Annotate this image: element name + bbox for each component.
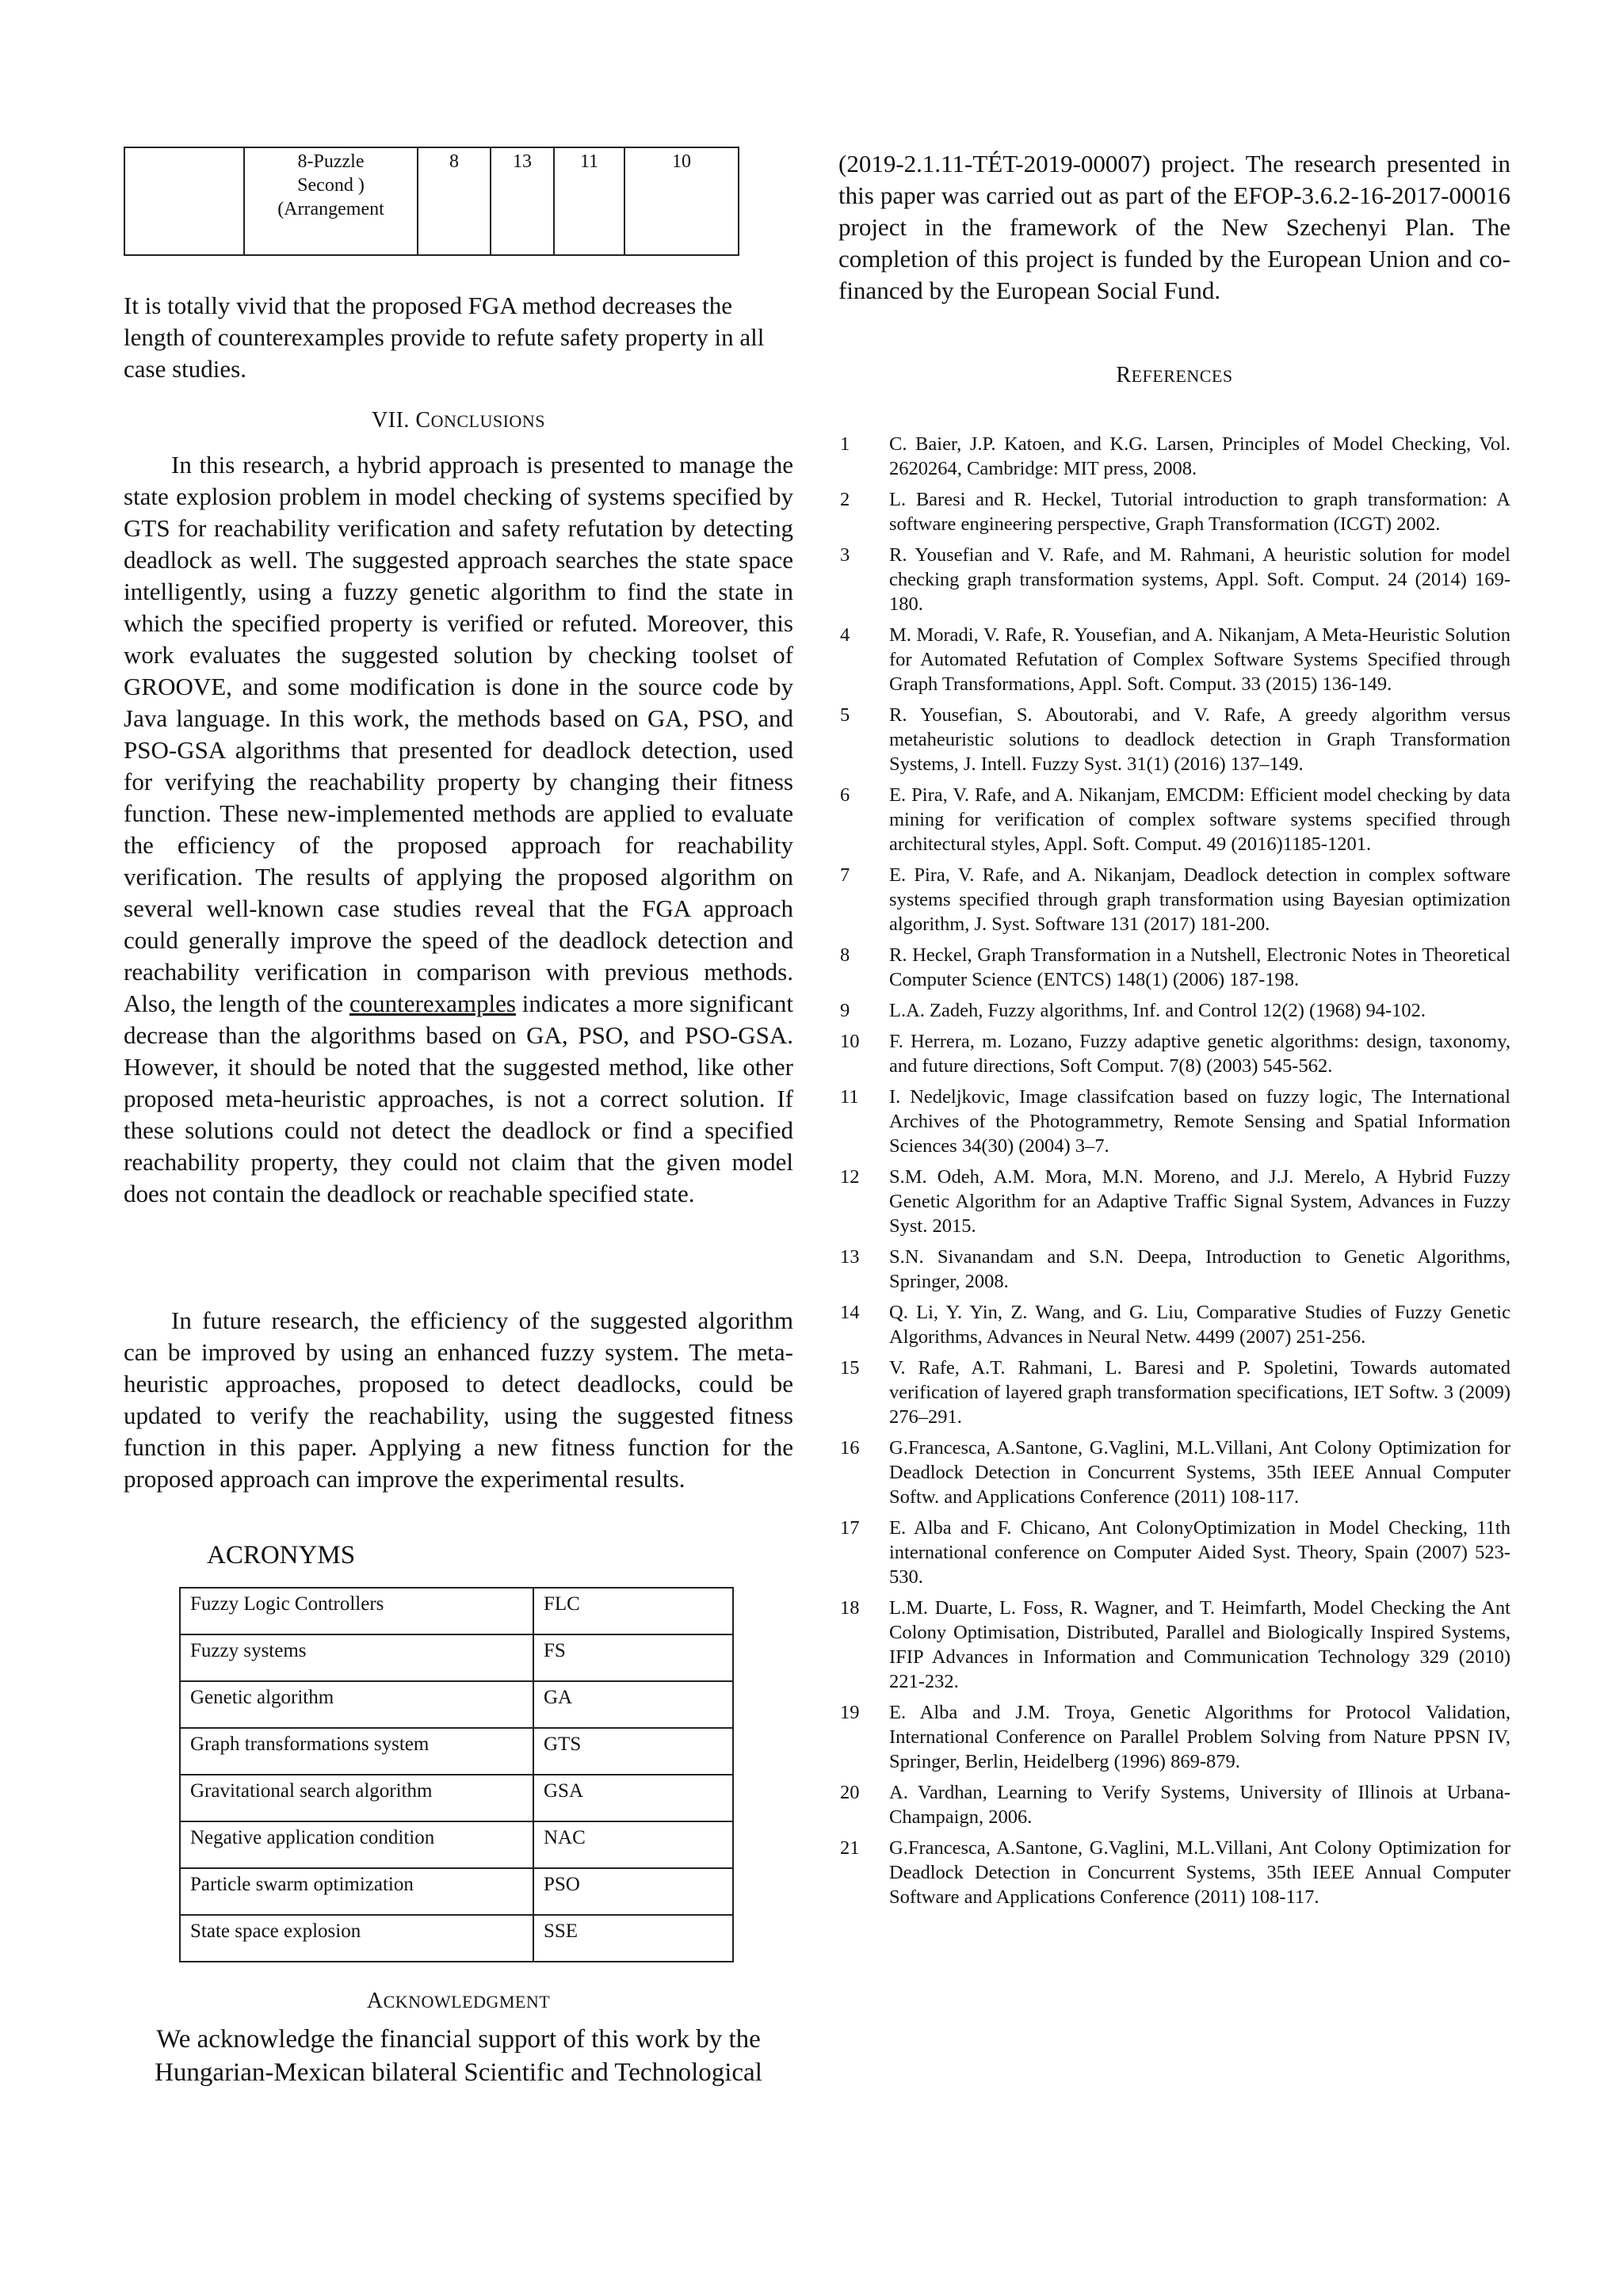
- table-cell: 11: [554, 147, 624, 255]
- reference-item: 21 G.Francesca, A.Santone, G.Vaglini, M.L.Villani, Ant Colony Optimization for Deadlock Detection in Concurrent Systems, 35th IEEE Annual Computer Software and Applications Conference (2011) 108-117.: [840, 1837, 1510, 1908]
- conclusions-paragraph-1: In this research, a hybrid approach is presented to manage the state explosion problem in model checking of systems specified by GTS for reachability verification and safety refutation by detecting deadlock as well. The suggested approach searches the state space intelligently, using a fuzzy genetic algorithm to find the state in which the specified property is verified or refuted. Moreover, this work evaluates the suggested solution by checking toolset of GROOVE, and some modification is done in the source code by Java language. In this work, the methods based on GA, PSO, and PSO-GSA algorithms that presented for deadlock detection, used for verifying the reachability property by changing their fitness function. These new-implemented methods are applied to evaluate the efficiency of the proposed approach for reachability verification. The results of applying the proposed algorithm on several well-known case studies reveal that the FGA approach could generally improve the speed of the deadlock detection and reachability verification in comparison with previous methods. Also, the length of the counterexamples indicates a more significant decrease than the algorithms based on GA, PSO, and PSO-GSA. However, it should be noted that the suggested method, like other proposed meta-heuristic approaches, is not a correct solution. If these solutions could not detect the deadlock or find a specified reachability property, they could not claim that the given model does not contain the deadlock or reachable specified state.: [124, 451, 793, 1207]
- acknowledgment-heading: ACKNOWLEDGMENT: [366, 1989, 551, 2013]
- table-cell: 8-Puzzle Second ) (Arrangement: [244, 147, 418, 255]
- reference-item: 4 M. Moradi, V. Rafe, R. Yousefian, and A. Nikanjam, A Meta-Heuristic Solution for Automated Refutation of Complex Software Systems Specified through Graph Transformations, Appl. Soft. Comput. 33 (2015) 136-149.: [840, 624, 1510, 695]
- acronym-term: Particle swarm optimization: [180, 1868, 533, 1915]
- acronym-term: Gravitational search algorithm: [180, 1775, 533, 1821]
- table-row: [180, 1821, 733, 1868]
- table-row: [180, 1634, 733, 1681]
- table-row: [180, 1588, 733, 1634]
- acronym-abbr: GTS: [533, 1728, 733, 1775]
- acronym-term: Graph transformations system: [180, 1728, 533, 1775]
- reference-item: 10 F. Herrera, m. Lozano, Fuzzy adaptive genetic algorithms: design, taxonomy, and future directions, Soft Comput. 7(8) (2003) 545-562.: [840, 1031, 1510, 1077]
- acronym-term: Negative application condition: [180, 1821, 533, 1868]
- conclusions-paragraph-2: In future research, the efficiency of the suggested algorithm can be improved by using an enhanced fuzzy system. The meta-heuristic approaches, proposed to detect deadlocks, could be updated to verify the reachability, using the suggested fitness function in this paper. Applying a new fitness function for the proposed approach can improve the experimental results.: [124, 1306, 793, 1493]
- acronym-term: Fuzzy systems: [180, 1634, 533, 1681]
- reference-item: 16 G.Francesca, A.Santone, G.Vaglini, M.L.Villani, Ant Colony Optimization for Deadlock Detection in Concurrent Systems, 35th IEEE Annual Computer Softw. and Applications Conference (2011) 108-117.: [840, 1437, 1510, 1508]
- acronym-abbr: SSE: [533, 1915, 733, 1962]
- acronym-abbr: NAC: [533, 1821, 733, 1868]
- acronym-term: State space explosion: [180, 1915, 533, 1962]
- table-row: [180, 1868, 733, 1915]
- table-row: [180, 1728, 733, 1775]
- reference-item: 9 L.A. Zadeh, Fuzzy algorithms, Inf. and Control 12(2) (1968) 94-102.: [840, 1000, 1426, 1021]
- counterexamples-link: counterexamples: [349, 990, 516, 1017]
- results-table-fragment: [124, 147, 739, 256]
- references-heading: REFERENCES: [1116, 363, 1233, 387]
- table-cell: 13: [491, 147, 554, 255]
- acknowledgment-text: We acknowledge the financial support of this work by the Hungarian-Mexican bilateral Scientific and Technological: [155, 2025, 762, 2087]
- reference-item: 14 Q. Li, Y. Yin, Z. Wang, and G. Liu, Comparative Studies of Fuzzy Genetic Algorithms, Advances in Neural Netw. 4499 (2007) 251-256.: [840, 1302, 1510, 1348]
- reference-item: 6 E. Pira, V. Rafe, and A. Nikanjam, EMCDM: Efficient model checking by data mining for verification of complex software systems specified through architectural styles, Appl. Soft. Comput. 49 (2016)1185-1201.: [840, 784, 1510, 855]
- acronyms-title: ACRONYMS: [207, 1541, 356, 1569]
- conclusions-heading: VII. CONCLUSIONS: [372, 408, 545, 433]
- reference-item: 8 R. Heckel, Graph Transformation in a Nutshell, Electronic Notes in Theoretical Computer Science (ENTCS) 148(1) (2006) 187-198.: [840, 944, 1510, 990]
- reference-item: 19 E. Alba and J.M. Troya, Genetic Algorithms for Protocol Validation, International Conference on Parallel Problem Solving from Nature PPSN IV, Springer, Berlin, Heidelberg (1996) 869-879.: [840, 1702, 1510, 1772]
- acronym-term: Fuzzy Logic Controllers: [180, 1588, 533, 1634]
- acronyms-table: [179, 1587, 734, 1962]
- references-list: [838, 432, 1510, 1916]
- reference-item: 2 L. Baresi and R. Heckel, Tutorial introduction to graph transformation: A software engineering perspective, Graph Transformation (ICGT) 2002.: [840, 489, 1510, 535]
- acronym-abbr: FLC: [533, 1588, 733, 1634]
- table-row: [180, 1915, 733, 1962]
- reference-item: 12 S.M. Odeh, A.M. Mora, M.N. Moreno, and J.J. Merelo, A Hybrid Fuzzy Genetic Algorithm for an Adaptive Traffic Signal System, Advances in Fuzzy Syst. 2015.: [840, 1166, 1510, 1237]
- acronym-abbr: GSA: [533, 1775, 733, 1821]
- table-row: [180, 1681, 733, 1728]
- reference-item: 13 S.N. Sivanandam and S.N. Deepa, Introduction to Genetic Algorithms, Springer, 2008.: [840, 1246, 1510, 1292]
- reference-item: 18 L.M. Duarte, L. Foss, R. Wagner, and T. Heimfarth, Model Checking the Ant Colony Optimisation, Distributed, Parallel and Biologically Inspired Systems, IFIP Advances in Information and Communication Technology 329 (2010) 221-232.: [840, 1597, 1510, 1692]
- acronym-term: Genetic algorithm: [180, 1681, 533, 1728]
- table-cell: [124, 147, 244, 255]
- reference-item: 17 E. Alba and F. Chicano, Ant ColonyOptimization in Model Checking, 11th international conference on Computer Aided Syst. Theory, Spain (2007) 523-530.: [840, 1517, 1510, 1588]
- table-row: [124, 147, 739, 255]
- reference-item: 5 R. Yousefian, S. Aboutorabi, and V. Rafe, A greedy algorithm versus metaheuristic solutions to deadlock detection in Graph Transformation Systems, J. Intell. Fuzzy Syst. 31(1) (2016) 137–149.: [840, 704, 1510, 775]
- acronym-abbr: GA: [533, 1681, 733, 1728]
- reference-item: 11 I. Nedeljkovic, Image classifcation based on fuzzy logic, The International Archives of the Photogrammetry, Remote Sensing and Spatial Information Sciences 34(30) (2004) 3–7.: [840, 1086, 1510, 1157]
- reference-item: 15 V. Rafe, A.T. Rahmani, L. Baresi and P. Spoletini, Towards automated verification of layered graph transformation specifications, IET Softw. 3 (2009) 276–291.: [840, 1357, 1510, 1428]
- reference-item: 20 A. Vardhan, Learning to Verify Systems, University of Illinois at Urbana-Champaign, 2006.: [840, 1782, 1510, 1828]
- intro-paragraph: It is totally vivid that the proposed FGA method decreases the length of counterexamples provide to refute safety property in all case studies.: [124, 292, 765, 383]
- reference-item: 3 R. Yousefian and V. Rafe, and M. Rahmani, A heuristic solution for model checking graph transformation systems, Appl. Soft. Comput. 24 (2014) 169-180.: [840, 544, 1510, 615]
- reference-item: 7 E. Pira, V. Rafe, and A. Nikanjam, Deadlock detection in complex software systems specified through graph transformation using Bayesian optimization algorithm, J. Syst. Software 131 (2017) 181-200.: [840, 864, 1510, 935]
- table-cell: 10: [624, 147, 739, 255]
- table-row: [180, 1775, 733, 1821]
- reference-item: 1 C. Baier, J.P. Katoen, and K.G. Larsen, Principles of Model Checking, Vol. 2620264, Cambridge: MIT press, 2008.: [840, 433, 1510, 479]
- table-cell: 8: [418, 147, 491, 255]
- acronym-abbr: FS: [533, 1634, 733, 1681]
- acronym-abbr: PSO: [533, 1868, 733, 1915]
- acknowledgment-continued: (2019-2.1.11-TÉT-2019-00007) project. The research presented in this paper was carried out as part of the EFOP-3.6.2-16-2017-00016 project in the framework of the New Szechenyi Plan. The completion of this project is funded by the European Union and co-financed by the European Social Fund.: [838, 150, 1510, 304]
